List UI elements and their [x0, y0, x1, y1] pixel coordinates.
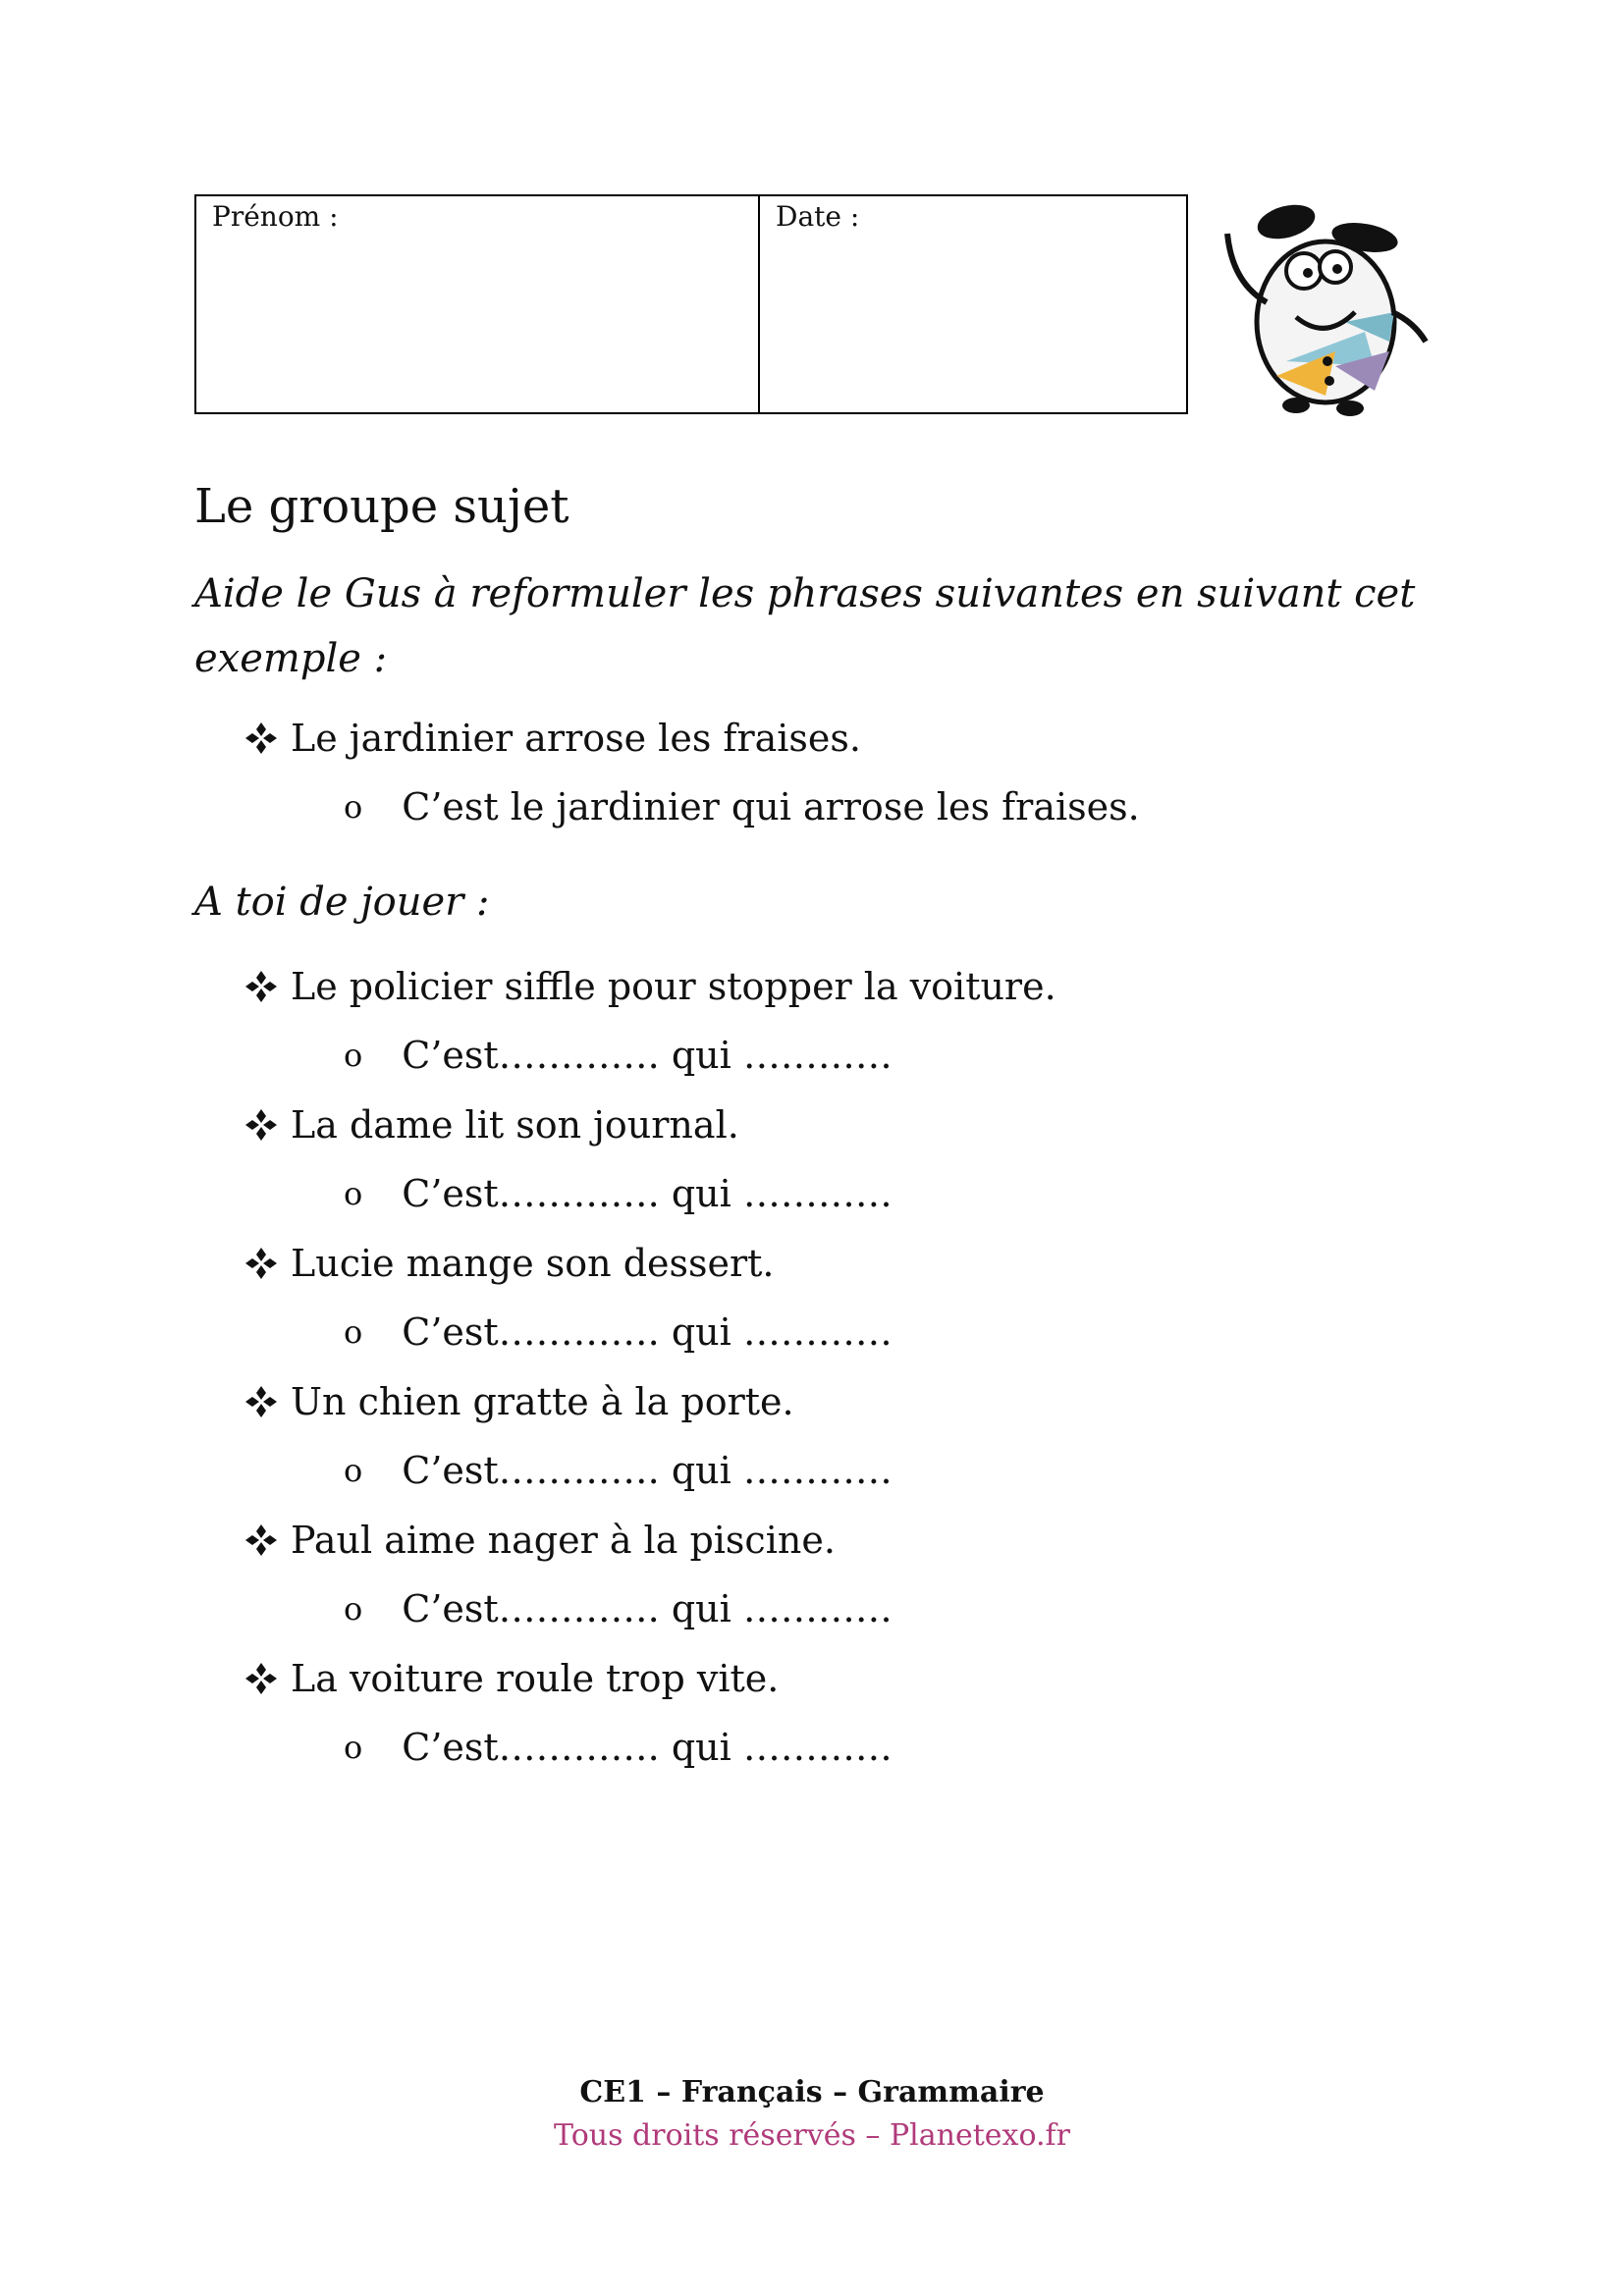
date-field[interactable]: [760, 196, 1186, 412]
four-diamond-icon: [242, 1105, 281, 1145]
exercise-sentence-text: La dame lit son journal.: [291, 1103, 739, 1147]
page-title: Le groupe sujet: [194, 479, 569, 534]
exercise-sentence: [242, 1657, 779, 1700]
exercise-answer-text[interactable]: C’est…………. qui …………: [402, 1449, 893, 1492]
circle-bullet-icon: o: [344, 1175, 363, 1212]
date-label: Date :: [776, 200, 860, 233]
exercise-answer-text[interactable]: C’est…………. qui …………: [402, 1726, 893, 1769]
circle-bullet-icon: o: [344, 788, 363, 826]
example-answer: [344, 785, 1140, 828]
example-answer-text: C’est le jardinier qui arrose les fraises.: [402, 785, 1140, 828]
exercise-sentence-text: Paul aime nager à la piscine.: [291, 1519, 836, 1562]
header-table: [194, 194, 1188, 414]
example-sentence-text: Le jardinier arrose les fraises.: [291, 717, 862, 760]
four-diamond-icon: [242, 1382, 281, 1421]
circle-bullet-icon: o: [344, 1313, 363, 1351]
exercise-answer[interactable]: [344, 1587, 893, 1630]
circle-bullet-icon: o: [344, 1590, 363, 1628]
exercise-sentence: [242, 1103, 739, 1147]
footer-rights: Tous droits réservés – Planetexo.fr: [554, 2118, 1070, 2153]
exercise-answer[interactable]: [344, 1726, 893, 1769]
exercise-answer[interactable]: [344, 1034, 893, 1077]
circle-bullet-icon: o: [344, 1729, 363, 1766]
exercise-sentence: [242, 965, 1056, 1008]
four-diamond-icon: [242, 1521, 281, 1560]
exercise-answer-text[interactable]: C’est…………. qui …………: [402, 1310, 893, 1354]
exercise-sentence: [242, 1380, 794, 1423]
circle-bullet-icon: o: [344, 1037, 363, 1074]
exercise-sentence-text: Le policier siffle pour stopper la voiture.: [291, 965, 1056, 1008]
exercise-sentence: [242, 1519, 836, 1562]
exercise-answer[interactable]: [344, 1310, 893, 1354]
four-diamond-icon: [242, 1244, 281, 1283]
name-label: Prénom :: [212, 200, 339, 233]
footer-course: CE1 – Français – Grammaire: [579, 2075, 1045, 2109]
name-field[interactable]: [196, 196, 760, 412]
gus-sheep-mascot-icon: [1218, 194, 1434, 420]
exercise-answer-text[interactable]: C’est…………. qui …………: [402, 1172, 893, 1215]
four-diamond-icon: [242, 967, 281, 1006]
exercise-answer-text[interactable]: C’est…………. qui …………: [402, 1034, 893, 1077]
instruction-text: Aide le Gus à reformuler les phrases suivantes en suivant cet exemple :: [194, 571, 1416, 681]
exercise-answer[interactable]: [344, 1172, 893, 1215]
circle-bullet-icon: o: [344, 1452, 363, 1489]
exercise-answer[interactable]: [344, 1449, 893, 1492]
play-heading: A toi de jouer :: [194, 880, 490, 925]
four-diamond-icon: [242, 1659, 281, 1698]
example-sentence: [242, 717, 861, 760]
exercise-sentence-text: Lucie mange son dessert.: [291, 1242, 775, 1285]
exercise-sentence: [242, 1242, 775, 1285]
exercise-sentence-text: La voiture roule trop vite.: [291, 1657, 780, 1700]
exercise-answer-text[interactable]: C’est…………. qui …………: [402, 1587, 893, 1630]
four-diamond-icon: [242, 719, 281, 758]
exercise-sentence-text: Un chien gratte à la porte.: [291, 1380, 794, 1423]
